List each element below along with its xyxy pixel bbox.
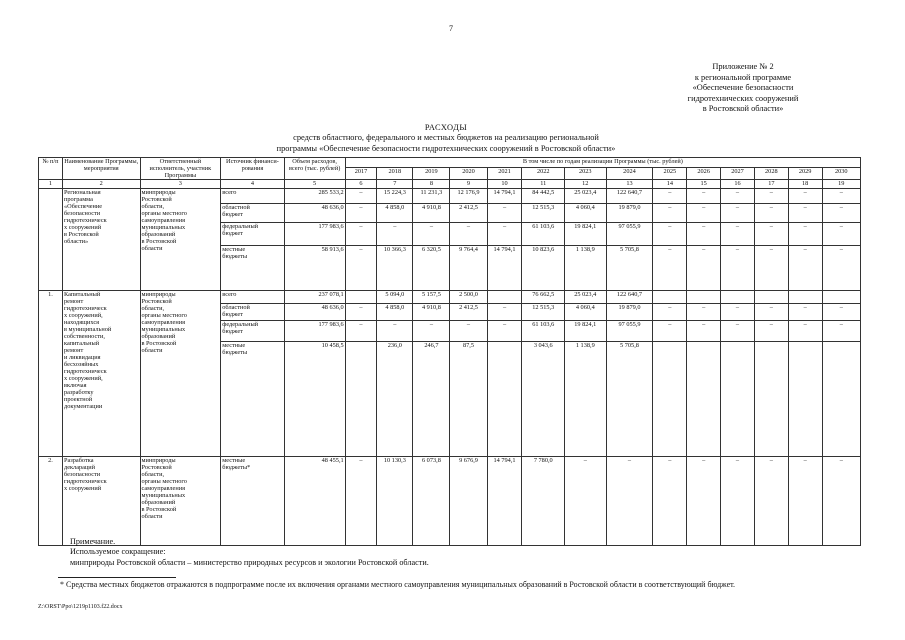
appendix-line: Приложение № 2 bbox=[712, 62, 774, 71]
header-by-years: В том числе по годам реализации Программы (тыс. рублей) bbox=[345, 158, 860, 168]
row-executor-line: области bbox=[141, 513, 163, 520]
row-year-value: – bbox=[822, 189, 860, 204]
row-year-value: – bbox=[653, 246, 687, 291]
table-row bbox=[39, 189, 861, 204]
row-name-line: х сооружений, bbox=[64, 312, 103, 319]
row-total: 285 533,2 bbox=[284, 189, 345, 204]
row-total: 177 983,6 bbox=[284, 223, 345, 246]
row-name-line: в Ростовской bbox=[64, 231, 99, 238]
row-name-line: х сооружений bbox=[64, 485, 102, 492]
row-source-line: бюджеты* bbox=[222, 464, 251, 471]
row-year-value: – bbox=[754, 246, 788, 291]
row-year-value: 10 823,6 bbox=[522, 246, 565, 291]
column-number: 14 bbox=[653, 180, 687, 189]
row-executor-line: области, bbox=[141, 203, 165, 210]
row-executor-line: в Ростовской bbox=[141, 506, 177, 513]
row-executor-line: в Ростовской bbox=[141, 340, 177, 347]
row-name-line: Разработка bbox=[64, 457, 94, 464]
row-source-line: федеральный bbox=[222, 223, 259, 230]
header-no: № п/п bbox=[39, 158, 63, 180]
row-name-line: капитальный bbox=[64, 340, 100, 347]
row-source-line: областной bbox=[222, 304, 250, 311]
row-number: 1. bbox=[39, 291, 63, 457]
row-name bbox=[63, 189, 141, 291]
row-year-value: – bbox=[822, 204, 860, 223]
row-year-value: – bbox=[822, 246, 860, 291]
header-volume: Объем расходов, всего (тыс. рублей) bbox=[284, 158, 345, 180]
row-source bbox=[221, 223, 284, 246]
row-name-line: области» bbox=[64, 238, 89, 245]
row-year-value: 9 676,9 bbox=[450, 457, 487, 546]
column-number: 1 bbox=[39, 180, 63, 189]
column-number: 10 bbox=[487, 180, 522, 189]
row-year-value bbox=[345, 342, 377, 457]
row-year-value: 9 764,4 bbox=[450, 246, 487, 291]
row-year-value: 2 412,5 bbox=[450, 204, 487, 223]
row-year-value: 97 055,9 bbox=[606, 321, 653, 342]
row-source bbox=[221, 304, 284, 321]
row-number: 2. bbox=[39, 457, 63, 546]
row-year-value: – bbox=[822, 321, 860, 342]
row-executor-line: самоуправления bbox=[141, 217, 185, 224]
appendix-line: гидротехнических сооружений bbox=[687, 93, 799, 103]
column-number: 2 bbox=[63, 180, 141, 189]
row-year-value bbox=[754, 291, 788, 304]
row-year-value: 19 879,0 bbox=[606, 304, 653, 321]
row-year-value: – bbox=[653, 223, 687, 246]
row-year-value: – bbox=[721, 223, 755, 246]
header-year: 2021 bbox=[487, 168, 522, 180]
row-name-line: х сооружений bbox=[64, 224, 102, 231]
row-name-line: программа bbox=[64, 196, 93, 203]
row-year-value: – bbox=[788, 457, 822, 546]
column-number: 4 bbox=[221, 180, 284, 189]
document-title bbox=[255, 123, 637, 154]
row-year-value: – bbox=[377, 223, 413, 246]
row-source-line: областной bbox=[222, 204, 250, 211]
row-name bbox=[63, 291, 141, 457]
row-executor-line: области, bbox=[141, 305, 165, 312]
column-number: 8 bbox=[413, 180, 450, 189]
row-name-line: находящихся bbox=[64, 319, 100, 326]
row-name-line: безопасности bbox=[64, 210, 101, 217]
header-year: 2026 bbox=[687, 168, 721, 180]
row-name-line: бесхозяйных bbox=[64, 361, 99, 368]
row-name-line: гидротехническ bbox=[64, 305, 107, 312]
column-numbers-row bbox=[39, 180, 861, 189]
column-number: 16 bbox=[721, 180, 755, 189]
row-source-line: всего bbox=[222, 189, 237, 196]
row-year-value bbox=[754, 342, 788, 457]
header-year: 2027 bbox=[721, 168, 755, 180]
row-year-value: 122 640,7 bbox=[606, 291, 653, 304]
row-source bbox=[221, 189, 284, 204]
column-number: 11 bbox=[522, 180, 565, 189]
row-year-value: 5 157,5 bbox=[413, 291, 450, 304]
expenses-table bbox=[38, 157, 861, 546]
row-source bbox=[221, 342, 284, 457]
row-year-value: – bbox=[754, 457, 788, 546]
row-year-value bbox=[687, 291, 721, 304]
row-executor-line: Ростовской bbox=[141, 464, 172, 471]
appendix-header bbox=[643, 62, 843, 115]
row-year-value: – bbox=[413, 223, 450, 246]
row-executor-line: органы местного bbox=[141, 312, 187, 319]
row-source-line: бюджет bbox=[222, 311, 243, 318]
row-year-value bbox=[487, 291, 522, 304]
row-year-value bbox=[721, 291, 755, 304]
note-line-1: Используемое сокращение: bbox=[70, 547, 166, 557]
row-year-value: 4 060,4 bbox=[565, 204, 606, 223]
header-year: 2018 bbox=[377, 168, 413, 180]
header-name: Наименование Программы, мероприятия bbox=[63, 158, 141, 180]
row-total: 48 636,0 bbox=[284, 204, 345, 223]
column-number: 9 bbox=[450, 180, 487, 189]
row-year-value: – bbox=[754, 204, 788, 223]
row-name-line: гидротехническ bbox=[64, 368, 107, 375]
row-year-value: – bbox=[345, 304, 377, 321]
header-year: 2020 bbox=[450, 168, 487, 180]
row-year-value: 10 366,3 bbox=[377, 246, 413, 291]
row-year-value bbox=[687, 342, 721, 457]
row-year-value: – bbox=[754, 189, 788, 204]
row-number bbox=[39, 189, 63, 291]
page-number: 7 bbox=[449, 24, 453, 33]
row-year-value: – bbox=[721, 321, 755, 342]
row-total: 58 913,6 bbox=[284, 246, 345, 291]
row-total: 177 983,6 bbox=[284, 321, 345, 342]
header-year: 2023 bbox=[565, 168, 606, 180]
file-path: Z:\ORST\Ppo\1219p1103.f22.docx bbox=[38, 604, 123, 610]
column-number: 7 bbox=[377, 180, 413, 189]
row-year-value: 1 138,9 bbox=[565, 246, 606, 291]
row-year-value bbox=[487, 342, 522, 457]
row-year-value: 5 705,8 bbox=[606, 246, 653, 291]
row-year-value: – bbox=[450, 321, 487, 342]
row-name-line: документации bbox=[64, 403, 103, 410]
row-year-value: 14 794,1 bbox=[487, 189, 522, 204]
row-year-value: – bbox=[487, 304, 522, 321]
row-executor-line: самоуправления bbox=[141, 485, 185, 492]
row-executor-line: Ростовской bbox=[141, 196, 172, 203]
row-year-value: 246,7 bbox=[413, 342, 450, 457]
row-name bbox=[63, 457, 141, 546]
row-year-value: – bbox=[653, 304, 687, 321]
row-year-value bbox=[788, 291, 822, 304]
row-year-value: – bbox=[822, 223, 860, 246]
row-year-value: – bbox=[788, 223, 822, 246]
row-year-value: 6 320,5 bbox=[413, 246, 450, 291]
row-year-value: – bbox=[788, 189, 822, 204]
row-executor-line: муниципальных bbox=[141, 224, 186, 231]
row-year-value: – bbox=[788, 321, 822, 342]
row-year-value: – bbox=[450, 223, 487, 246]
title-line-2: программы «Обеспечение безопасности гидротехнических сооружений в Ростовской области» bbox=[276, 143, 616, 153]
header-year: 2019 bbox=[413, 168, 450, 180]
row-year-value: 4 858,0 bbox=[377, 304, 413, 321]
row-name-line: «Обеспечение bbox=[64, 203, 103, 210]
column-number: 17 bbox=[754, 180, 788, 189]
row-year-value: 97 055,9 bbox=[606, 223, 653, 246]
row-year-value: 236,0 bbox=[377, 342, 413, 457]
row-source-line: бюджет bbox=[222, 328, 243, 335]
row-name-line: деклараций bbox=[64, 464, 96, 471]
row-year-value: 2 412,5 bbox=[450, 304, 487, 321]
row-name-line: включая bbox=[64, 382, 87, 389]
row-year-value: – bbox=[487, 204, 522, 223]
row-executor bbox=[140, 457, 221, 546]
row-executor-line: Ростовской bbox=[141, 298, 172, 305]
row-executor-line: муниципальных bbox=[141, 492, 186, 499]
row-year-value: 7 780,0 bbox=[522, 457, 565, 546]
row-year-value: – bbox=[822, 457, 860, 546]
row-year-value: – bbox=[754, 223, 788, 246]
row-name-line: гидротехническ bbox=[64, 478, 107, 485]
column-number: 15 bbox=[687, 180, 721, 189]
row-source-line: всего bbox=[222, 291, 237, 298]
row-year-value: 5 705,8 bbox=[606, 342, 653, 457]
row-year-value: 15 224,3 bbox=[377, 189, 413, 204]
row-name-line: ремонт bbox=[64, 298, 84, 305]
row-name-line: Капитальный bbox=[64, 291, 101, 298]
row-name-line: и ликвидация bbox=[64, 354, 101, 361]
row-year-value: 2 500,0 bbox=[450, 291, 487, 304]
row-executor-line: образований bbox=[141, 231, 176, 238]
column-number: 5 bbox=[284, 180, 345, 189]
row-year-value: – bbox=[377, 321, 413, 342]
row-executor bbox=[140, 189, 221, 291]
appendix-line: «Обеспечение безопасности bbox=[692, 83, 794, 93]
row-year-value: 84 442,5 bbox=[522, 189, 565, 204]
note-title: Примечание. bbox=[70, 537, 116, 546]
column-number: 19 bbox=[822, 180, 860, 189]
row-year-value: 76 662,5 bbox=[522, 291, 565, 304]
row-executor bbox=[140, 291, 221, 457]
row-executor-line: самоуправления bbox=[141, 319, 185, 326]
footnote: * Средства местных бюджетов отражаются в подпрограмме после их включения органами местного самоуправления муниципальных образований в Ростовской области в соответствующий бюджет. bbox=[60, 580, 736, 589]
row-year-value: 19 824,1 bbox=[565, 223, 606, 246]
row-year-value: – bbox=[822, 304, 860, 321]
row-year-value: – bbox=[788, 246, 822, 291]
row-total: 237 078,1 bbox=[284, 291, 345, 304]
row-total: 10 458,5 bbox=[284, 342, 345, 457]
row-year-value: – bbox=[606, 457, 653, 546]
row-executor-line: органы местного bbox=[141, 478, 187, 485]
note-block bbox=[70, 537, 429, 568]
row-source-line: местные bbox=[222, 342, 246, 349]
appendix-line: в Ростовской области» bbox=[702, 104, 784, 114]
row-year-value: 3 043,6 bbox=[522, 342, 565, 457]
row-name-line: в муниципальной bbox=[64, 326, 112, 333]
row-year-value: – bbox=[653, 321, 687, 342]
row-total: 48 455,1 bbox=[284, 457, 345, 546]
row-year-value: – bbox=[687, 457, 721, 546]
row-executor-line: образований bbox=[141, 333, 176, 340]
column-number: 12 bbox=[565, 180, 606, 189]
row-source bbox=[221, 321, 284, 342]
row-executor-line: органы местного bbox=[141, 210, 187, 217]
row-source bbox=[221, 246, 284, 291]
row-source-line: бюджеты bbox=[222, 253, 248, 260]
row-executor-line: области bbox=[141, 245, 163, 252]
row-source-line: бюджет bbox=[222, 211, 243, 218]
row-year-value bbox=[653, 291, 687, 304]
row-year-value: – bbox=[721, 457, 755, 546]
header-year: 2022 bbox=[522, 168, 565, 180]
row-year-value bbox=[822, 342, 860, 457]
header-year: 2025 bbox=[653, 168, 687, 180]
row-year-value: 87,5 bbox=[450, 342, 487, 457]
row-total: 48 636,0 bbox=[284, 304, 345, 321]
row-year-value: – bbox=[721, 304, 755, 321]
row-year-value: 25 023,4 bbox=[565, 189, 606, 204]
row-year-value: – bbox=[687, 321, 721, 342]
note-line-2: минприроды Ростовской области – министерство природных ресурсов и экологии Ростовской области. bbox=[70, 557, 429, 567]
row-year-value: 11 231,3 bbox=[413, 189, 450, 204]
row-year-value: – bbox=[413, 321, 450, 342]
row-year-value: – bbox=[487, 321, 522, 342]
row-year-value: 19 879,0 bbox=[606, 204, 653, 223]
column-number: 18 bbox=[788, 180, 822, 189]
header-year: 2029 bbox=[788, 168, 822, 180]
header-year: 2030 bbox=[822, 168, 860, 180]
row-year-value: 61 103,6 bbox=[522, 321, 565, 342]
row-year-value bbox=[721, 342, 755, 457]
table-row bbox=[39, 291, 861, 304]
header-row bbox=[39, 158, 861, 168]
row-name-line: собственности, bbox=[64, 333, 105, 340]
row-source-line: федеральный bbox=[222, 321, 259, 328]
row-year-value: – bbox=[487, 223, 522, 246]
row-year-value: – bbox=[345, 457, 377, 546]
row-executor-line: образований bbox=[141, 499, 176, 506]
table-row bbox=[39, 457, 861, 546]
row-year-value: – bbox=[653, 204, 687, 223]
row-year-value: 4 060,4 bbox=[565, 304, 606, 321]
row-year-value: 4 858,0 bbox=[377, 204, 413, 223]
header-year: 2017 bbox=[345, 168, 377, 180]
row-year-value: – bbox=[721, 246, 755, 291]
header-executor: Ответственный исполнитель, участник Программы bbox=[140, 158, 221, 180]
row-year-value: 12 515,3 bbox=[522, 204, 565, 223]
row-executor-line: минприроды bbox=[141, 291, 176, 298]
header-year: 2028 bbox=[754, 168, 788, 180]
row-year-value: – bbox=[345, 189, 377, 204]
row-executor-line: в Ростовской bbox=[141, 238, 177, 245]
row-executor-line: минприроды bbox=[141, 457, 176, 464]
column-number: 13 bbox=[606, 180, 653, 189]
column-number: 6 bbox=[345, 180, 377, 189]
row-name-line: х сооружений, bbox=[64, 375, 103, 382]
row-year-value: – bbox=[687, 189, 721, 204]
row-year-value: 5 094,0 bbox=[377, 291, 413, 304]
row-year-value: – bbox=[345, 246, 377, 291]
row-year-value: 122 640,7 bbox=[606, 189, 653, 204]
row-year-value: 19 824,1 bbox=[565, 321, 606, 342]
title-main: РАСХОДЫ bbox=[424, 123, 468, 132]
row-year-value bbox=[345, 291, 377, 304]
row-name-line: ремонт bbox=[64, 347, 84, 354]
row-year-value bbox=[653, 342, 687, 457]
row-year-value: – bbox=[345, 204, 377, 223]
row-year-value: 12 176,9 bbox=[450, 189, 487, 204]
row-name-line: гидротехническ bbox=[64, 217, 107, 224]
row-source-line: бюджет bbox=[222, 230, 243, 237]
row-executor-line: области bbox=[141, 347, 163, 354]
row-year-value: – bbox=[721, 204, 755, 223]
header-year: 2024 bbox=[606, 168, 653, 180]
column-number: 3 bbox=[140, 180, 221, 189]
header-source: Источник финанси-рования bbox=[221, 158, 284, 180]
row-year-value: – bbox=[653, 189, 687, 204]
row-year-value: – bbox=[653, 457, 687, 546]
row-source-line: местные bbox=[222, 246, 246, 253]
row-name-line: разработку bbox=[64, 389, 94, 396]
row-year-value: 14 794,1 bbox=[487, 246, 522, 291]
appendix-line: к региональной программе bbox=[694, 72, 792, 82]
row-year-value: – bbox=[565, 457, 606, 546]
row-year-value: – bbox=[345, 321, 377, 342]
row-source bbox=[221, 291, 284, 304]
row-year-value: 4 910,8 bbox=[413, 204, 450, 223]
row-year-value: – bbox=[754, 304, 788, 321]
row-year-value: 14 794,1 bbox=[487, 457, 522, 546]
row-source-line: бюджеты bbox=[222, 349, 248, 356]
row-year-value: 10 130,3 bbox=[377, 457, 413, 546]
title-line-1: средств областного, федерального и местных бюджетов на реализацию региональной bbox=[293, 133, 599, 143]
row-year-value: 12 515,3 bbox=[522, 304, 565, 321]
row-year-value: 4 910,8 bbox=[413, 304, 450, 321]
row-year-value: – bbox=[687, 223, 721, 246]
row-year-value: – bbox=[788, 204, 822, 223]
row-name-line: безопасности bbox=[64, 471, 101, 478]
row-year-value bbox=[788, 342, 822, 457]
row-executor-line: муниципальных bbox=[141, 326, 186, 333]
row-name-line: Региональная bbox=[64, 189, 101, 196]
row-executor-line: области, bbox=[141, 471, 165, 478]
row-name-line: проектной bbox=[64, 396, 93, 403]
row-year-value: – bbox=[687, 304, 721, 321]
row-year-value: 61 103,6 bbox=[522, 223, 565, 246]
row-year-value: – bbox=[721, 189, 755, 204]
row-year-value bbox=[822, 291, 860, 304]
row-year-value: – bbox=[788, 304, 822, 321]
row-year-value: 6 073,8 bbox=[413, 457, 450, 546]
row-year-value: – bbox=[687, 204, 721, 223]
row-year-value: – bbox=[345, 223, 377, 246]
row-year-value: 25 023,4 bbox=[565, 291, 606, 304]
row-source-line: местные bbox=[222, 457, 246, 464]
row-year-value: 1 138,9 bbox=[565, 342, 606, 457]
footnote-divider bbox=[58, 577, 176, 578]
row-source bbox=[221, 204, 284, 223]
row-source bbox=[221, 457, 284, 546]
row-year-value: – bbox=[687, 246, 721, 291]
row-executor-line: минприроды bbox=[141, 189, 176, 196]
row-year-value: – bbox=[754, 321, 788, 342]
